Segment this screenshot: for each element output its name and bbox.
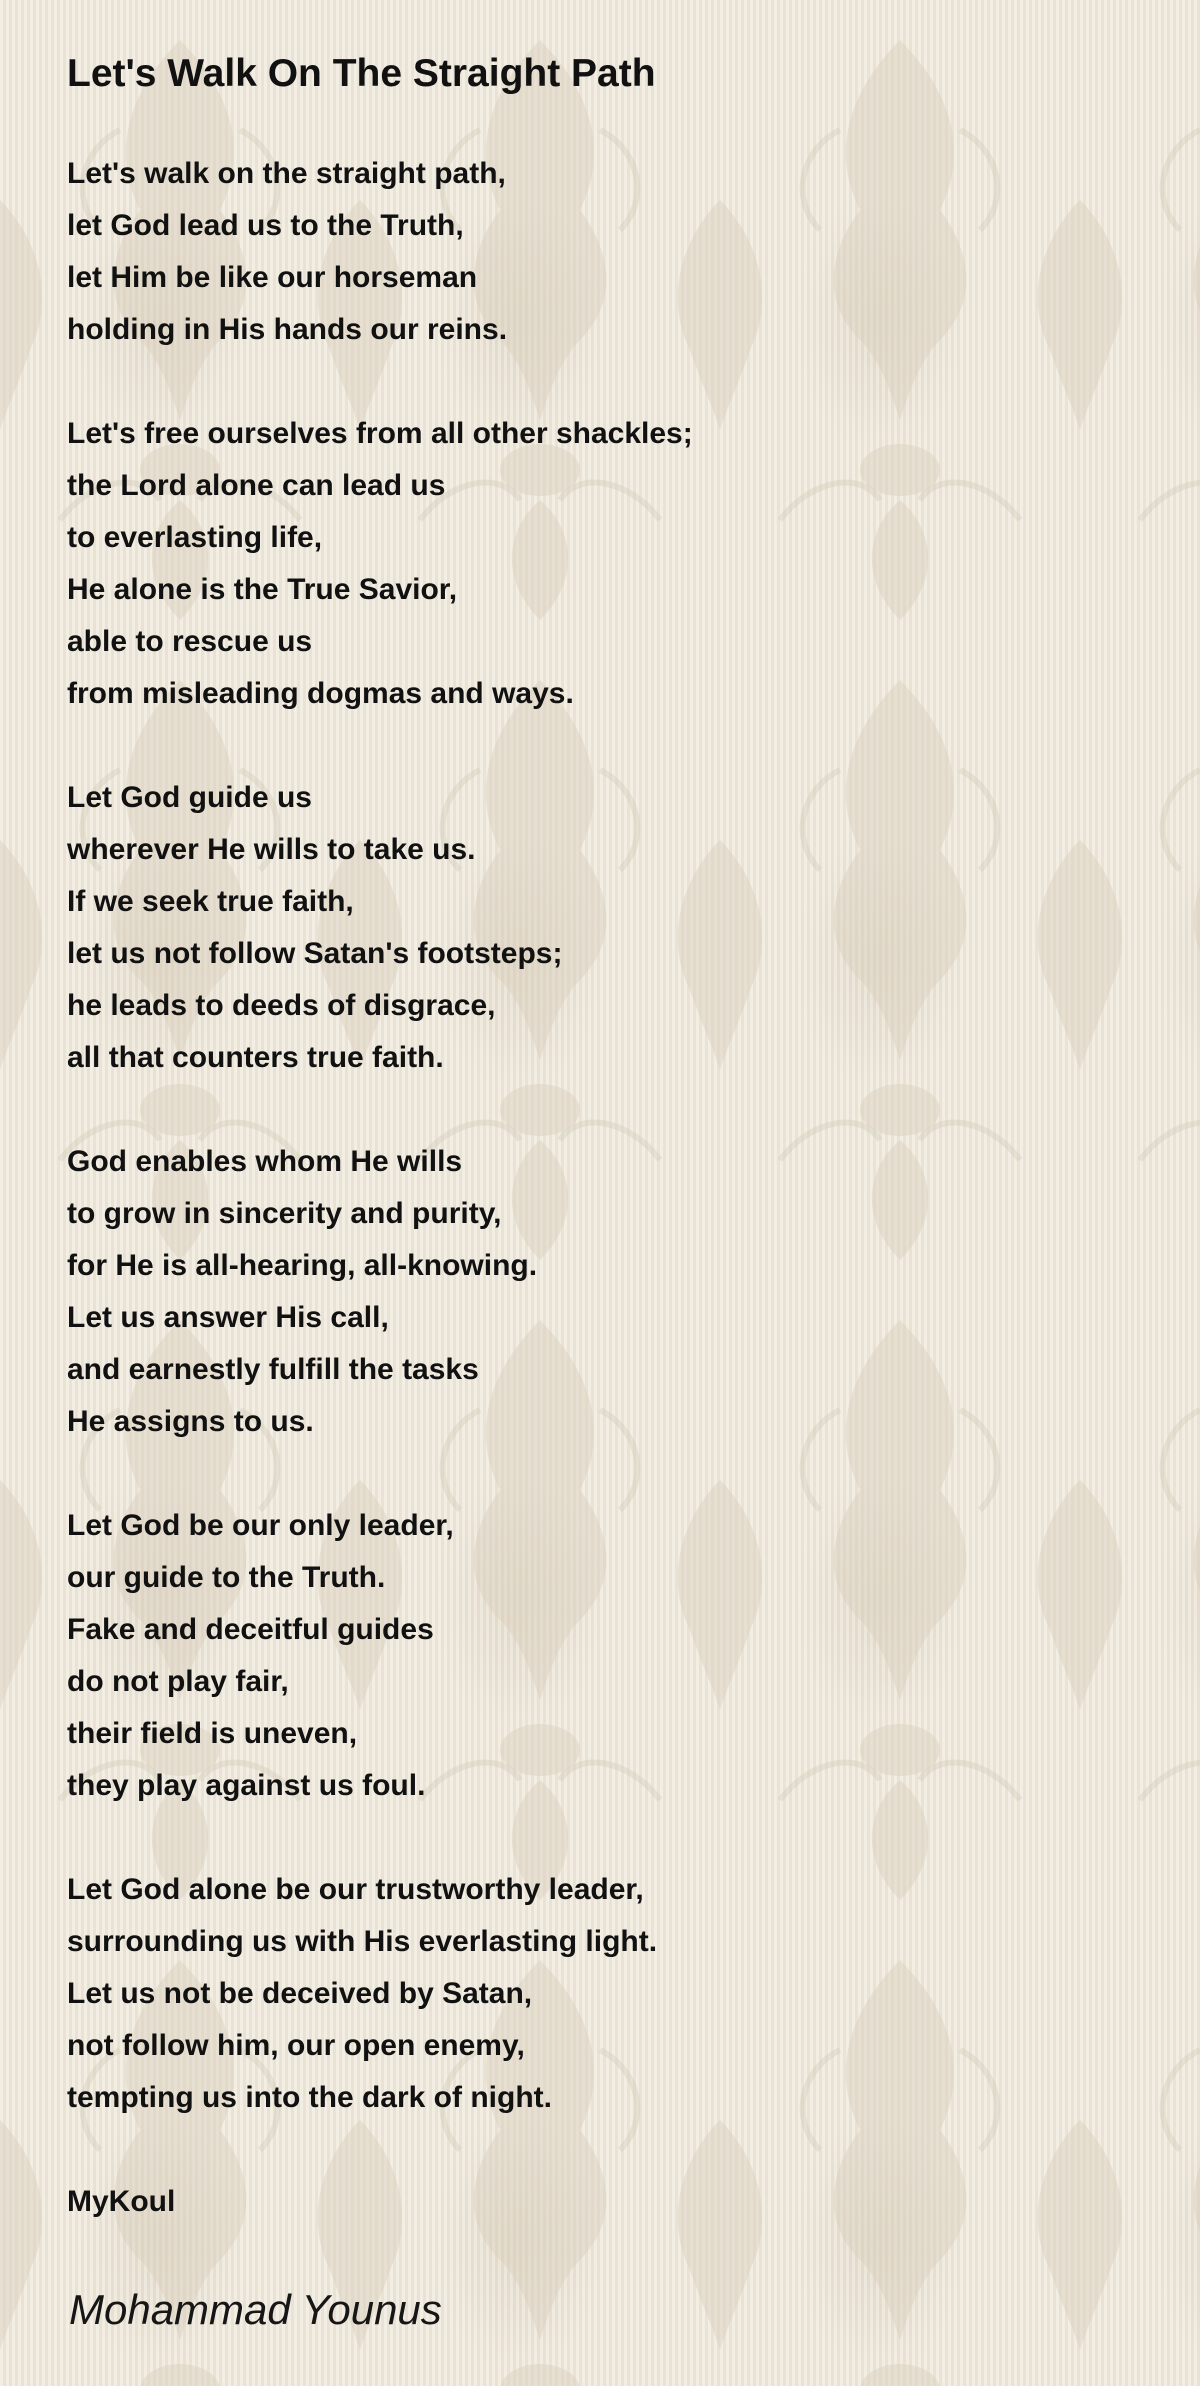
poem-source: MyKoul [67,2185,176,2218]
poem-line: able to rescue us [67,625,313,658]
poem-line: Let's free ourselves from all other shackles; [67,417,693,450]
poem-line: Let God be our only leader, [67,1509,454,1542]
poem-line: surrounding us with His everlasting light. [67,1925,658,1958]
poem-line: wherever He wills to take us. [67,833,476,866]
poem-line: God enables whom He wills [67,1145,463,1178]
poem-line: the Lord alone can lead us [67,469,446,502]
poem-line: their field is uneven, [67,1717,358,1750]
poem-line: If we seek true faith, [67,885,354,918]
poem-author[interactable]: Mohammad Younus [69,2286,442,2333]
poem-line: let Him be like our horseman [67,261,478,294]
poem-line: our guide to the Truth. [67,1561,386,1594]
poem-line: and earnestly fulfill the tasks [67,1353,479,1386]
poem-line: tempting us into the dark of night. [67,2081,552,2114]
poem-line: He assigns to us. [67,1405,314,1438]
poem-line: they play against us foul. [67,1769,426,1802]
stanza [67,1864,693,2124]
poem-line: Let God alone be our trustworthy leader, [67,1873,644,1906]
poem-line: to grow in sincerity and purity, [67,1197,502,1230]
stanza [67,1500,693,1812]
poem-line: for He is all-hearing, all-knowing. [67,1249,538,1282]
poem-line: let us not follow Satan's footsteps; [67,937,563,970]
poem-line: He alone is the True Savior, [67,573,458,606]
poem-line: let God lead us to the Truth, [67,209,464,242]
poem-line: he leads to deeds of disgrace, [67,989,496,1022]
stanza [67,148,693,356]
poem-line: not follow him, our open enemy, [67,2029,525,2062]
poem-body [67,148,693,2176]
poem-title: Let's Walk On The Straight Path [67,52,656,95]
poem-line: Let us not be deceived by Satan, [67,1977,533,2010]
poem-line: do not play fair, [67,1665,289,1698]
stanza [67,1136,693,1448]
stanza [67,772,693,1084]
poem-line: Let God guide us [67,781,312,814]
stanza [67,408,693,720]
poem-line: from misleading dogmas and ways. [67,677,574,710]
poem-line: Fake and deceitful guides [67,1613,434,1646]
poem-line: to everlasting life, [67,521,323,554]
poem-line: Let's walk on the straight path, [67,157,506,190]
poem-line: all that counters true faith. [67,1041,444,1074]
poem-line: Let us answer His call, [67,1301,389,1334]
poem-line: holding in His hands our reins. [67,313,508,346]
